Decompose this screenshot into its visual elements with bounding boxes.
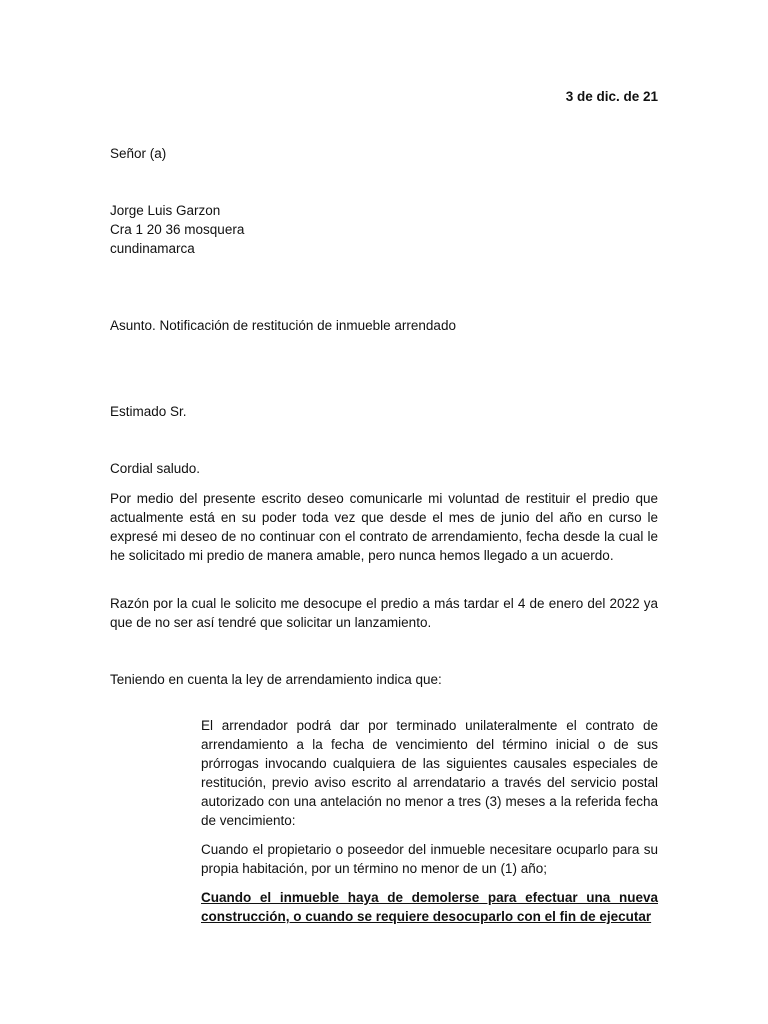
letter-date: 3 de dic. de 21 bbox=[565, 89, 658, 104]
recipient-address: Cra 1 20 36 mosquera bbox=[110, 222, 245, 237]
quote-paragraph-2: Cuando el propietario o poseedor del inmueble necesitare ocuparlo para su propia habitación, por un término no menor de un (1) año; bbox=[201, 842, 658, 876]
greeting: Estimado Sr. bbox=[110, 404, 187, 419]
body-paragraph-1: Por medio del presente escrito deseo comunicarle mi voluntad de restituir el predio que actualmente está en su poder toda vez que desde el mes de junio del año en curso le expresé mi deseo de no continuar con el contrato de arrendamiento, fecha desde la cual le he solicitado mi predio de manera amable, pero nunca hemos llegado a un acuerdo. bbox=[110, 491, 658, 563]
quote-paragraph-3: Cuando el inmueble haya de demolerse para efectuar una nueva construcción, o cuando se requiere desocuparlo con el fin de ejecutar bbox=[201, 890, 658, 924]
subject-line: Asunto. Notificación de restitución de inmueble arrendado bbox=[110, 318, 456, 333]
body-paragraph-2: Razón por la cual le solicito me desocupe el predio a más tardar el 4 de enero del 2022 ya que de no ser así tendré que solicitar un lanzamiento. bbox=[110, 596, 658, 630]
law-intro: Teniendo en cuenta la ley de arrendamiento indica que: bbox=[110, 672, 442, 687]
quote-paragraph-1: El arrendador podrá dar por terminado unilateralmente el contrato de arrendamiento a la fecha de vencimiento del término inicial o de sus prórrogas invocando cualquiera de las siguientes causales especiales de restitución, previo aviso escrito al arrendatario a través del servicio postal autorizado con una antelación no menor a tres (3) meses a la referida fecha de vencimiento: bbox=[201, 718, 658, 828]
recipient-block bbox=[110, 201, 244, 258]
salutation-to: Señor (a) bbox=[110, 146, 167, 161]
recipient-name: Jorge Luis Garzon bbox=[110, 203, 221, 218]
recipient-city: cundinamarca bbox=[110, 241, 195, 256]
cordial-greeting: Cordial saludo. bbox=[110, 461, 201, 476]
